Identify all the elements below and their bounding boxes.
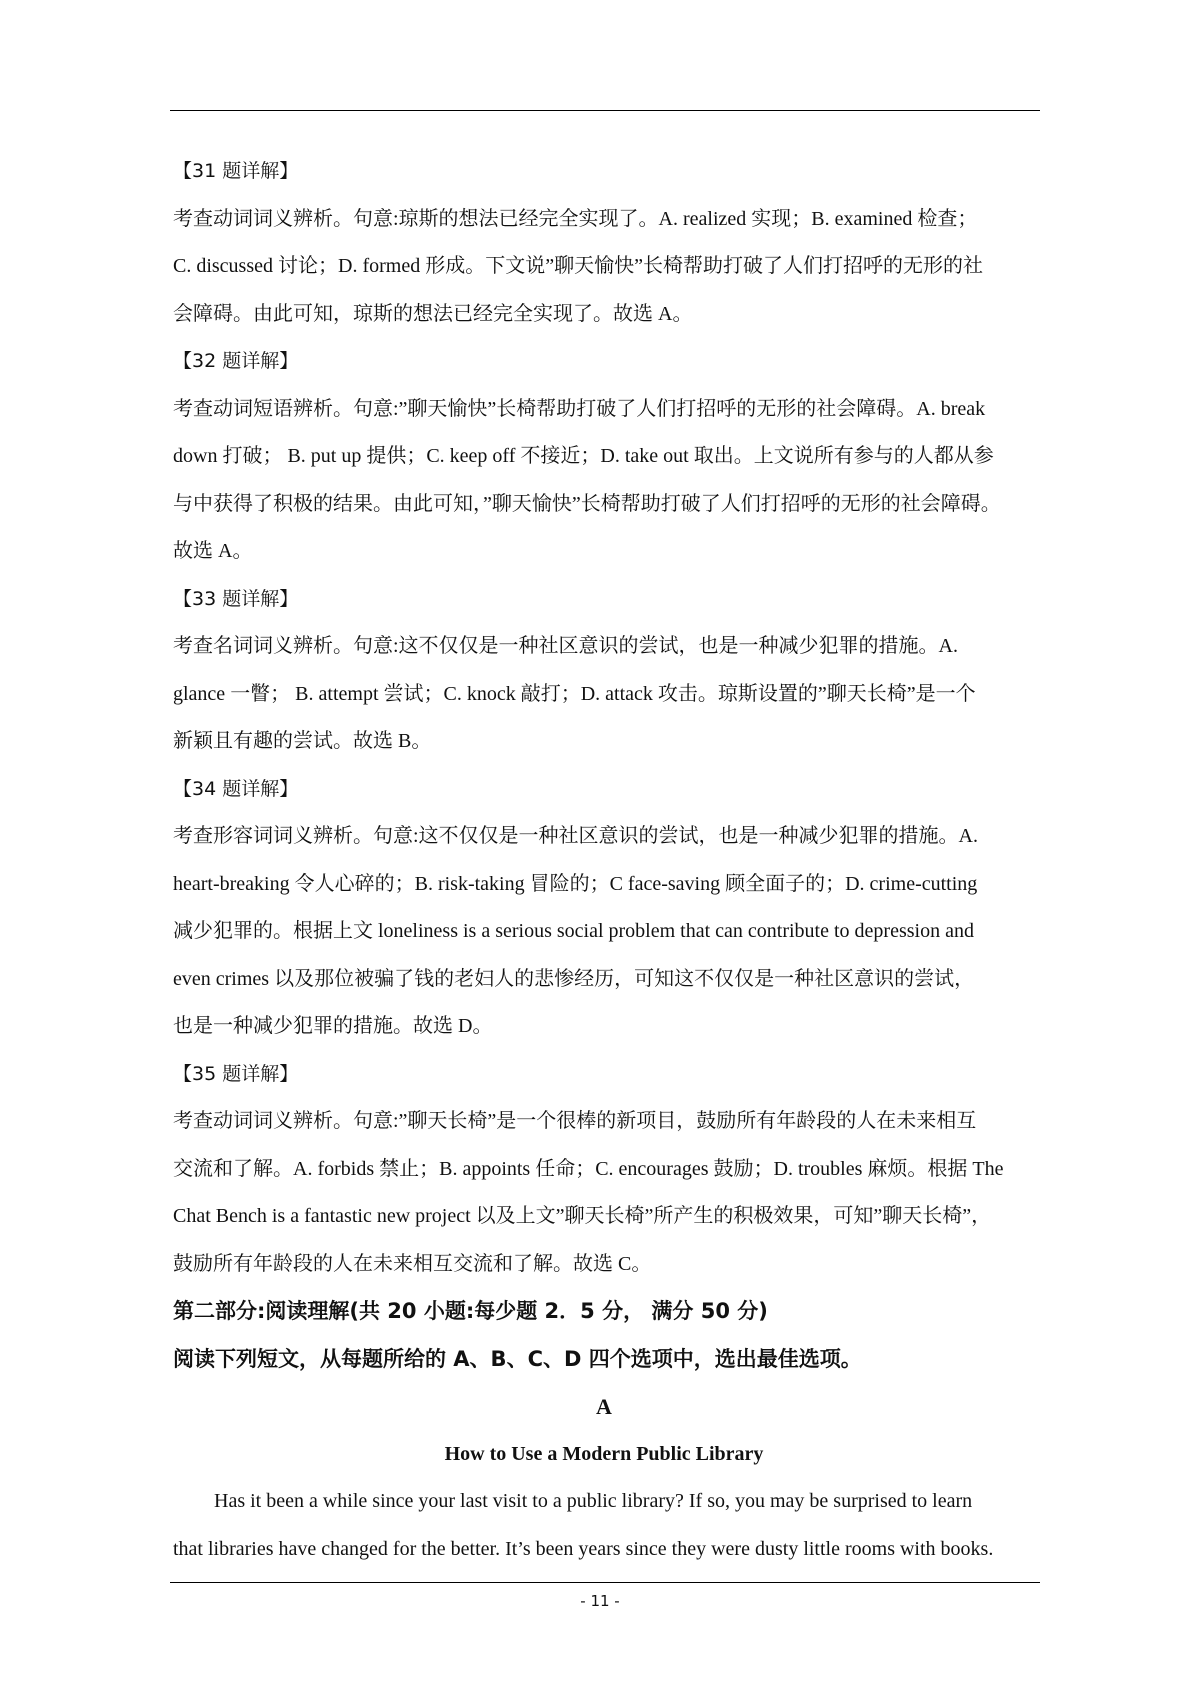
section-heading-34: 【34 题详解】 <box>173 777 299 800</box>
passage-body <box>173 1478 1035 1573</box>
section-body-34 <box>173 813 1035 1051</box>
text-line: 考查动词短语辨析。句意:”聊天愉快”长椅帮助打破了人们打招呼的无形的社会障碍。A. break <box>173 397 986 420</box>
text-line: 考查动词词义辨析。句意:”聊天长椅”是一个很棒的新项目，鼓励所有年龄段的人在未来相互 <box>173 1110 977 1132</box>
text-line: 故选 A。 <box>173 540 253 562</box>
text-line: Chat Bench is a fantastic new project 以及上文”聊天长椅”所产生的积极效果，可知”聊天长椅”， <box>173 1205 992 1227</box>
section-heading-31: 【31 题详解】 <box>173 160 299 182</box>
text-line: Has it been a while since your last visit to a public library? If so, you may be surprised to learn <box>214 1490 973 1512</box>
text-line: 新颖且有趣的尝试。故选 B。 <box>173 730 432 752</box>
section-heading-35: 【35 题详解】 <box>173 1062 299 1085</box>
page-number: - 11 - <box>580 1592 620 1610</box>
text-line: 与中获得了积极的结果。由此可知，”聊天愉快”长椅帮助打破了人们打招呼的无形的社会障碍。 <box>173 492 1001 515</box>
passage-title: How to Use a Modern Public Library <box>444 1442 764 1465</box>
text-line: 考查形容词词义辨析。句意:这不仅仅是一种社区意识的尝试，也是一种减少犯罪的措施。A. <box>173 825 978 847</box>
section-heading-32: 【32 题详解】 <box>173 350 299 372</box>
footer-rule <box>170 1582 1040 1583</box>
part-two-instruction: 阅读下列短文，从每题所给的 A、B、C、D 四个选项中，选出最佳选项。 <box>173 1346 862 1371</box>
text-line: 考查动词词义辨析。句意:琼斯的想法已经完全实现了。A. realized 实现；B. examined 检查； <box>173 207 978 230</box>
section-body-31 <box>173 196 1035 339</box>
part-two-title: 第二部分:阅读理解(共 20 小题:每少题 2．5 分， 满分 50 分) <box>173 1299 768 1323</box>
text-line: 也是一种减少犯罪的措施。故选 D。 <box>173 1015 493 1037</box>
section-body-32 <box>173 386 1035 576</box>
page-content <box>173 148 1035 1573</box>
text-line: that libraries have changed for the better. It’s been years since they were dusty little rooms with books. <box>173 1537 994 1560</box>
text-line: 考查名词词义辨析。句意:这不仅仅是一种社区意识的尝试，也是一种减少犯罪的措施。A. <box>173 635 958 657</box>
header-rule <box>170 110 1040 111</box>
text-line: 交流和了解。A. forbids 禁止；B. appoints 任命；C. encourages 鼓励；D. troubles 麻烦。根据 The <box>173 1157 1004 1180</box>
section-body-33 <box>173 623 1035 766</box>
passage-letter: A <box>596 1394 612 1419</box>
section-heading-33: 【33 题详解】 <box>173 587 299 610</box>
text-line: C. discussed 讨论；D. formed 形成。下文说”聊天愉快”长椅帮助打破了人们打招呼的无形的社 <box>173 255 983 277</box>
section-body-35 <box>173 1098 1035 1288</box>
text-line: heart-breaking 令人心碎的；B. risk-taking 冒险的；C face-saving 顾全面子的；D. crime-cutting <box>173 872 978 895</box>
text-line: 鼓励所有年龄段的人在未来相互交流和了解。故选 C。 <box>173 1252 652 1275</box>
text-line: 会障碍。由此可知，琼斯的想法已经完全实现了。故选 A。 <box>173 302 693 325</box>
text-line: glance 一瞥； B. attempt 尝试；C. knock 敲打；D. attack 攻击。琼斯设置的”聊天长椅”是一个 <box>173 682 976 705</box>
text-line: 减少犯罪的。根据上文 loneliness is a serious social problem that can contribute to depression and <box>173 920 974 942</box>
text-line: down 打破； B. put up 提供；C. keep off 不接近；D. take out 取出。上文说所有参与的人都从参 <box>173 445 994 467</box>
text-line: even crimes 以及那位被骗了钱的老妇人的悲惨经历，可知这不仅仅是一种社区意识的尝试， <box>173 967 975 990</box>
